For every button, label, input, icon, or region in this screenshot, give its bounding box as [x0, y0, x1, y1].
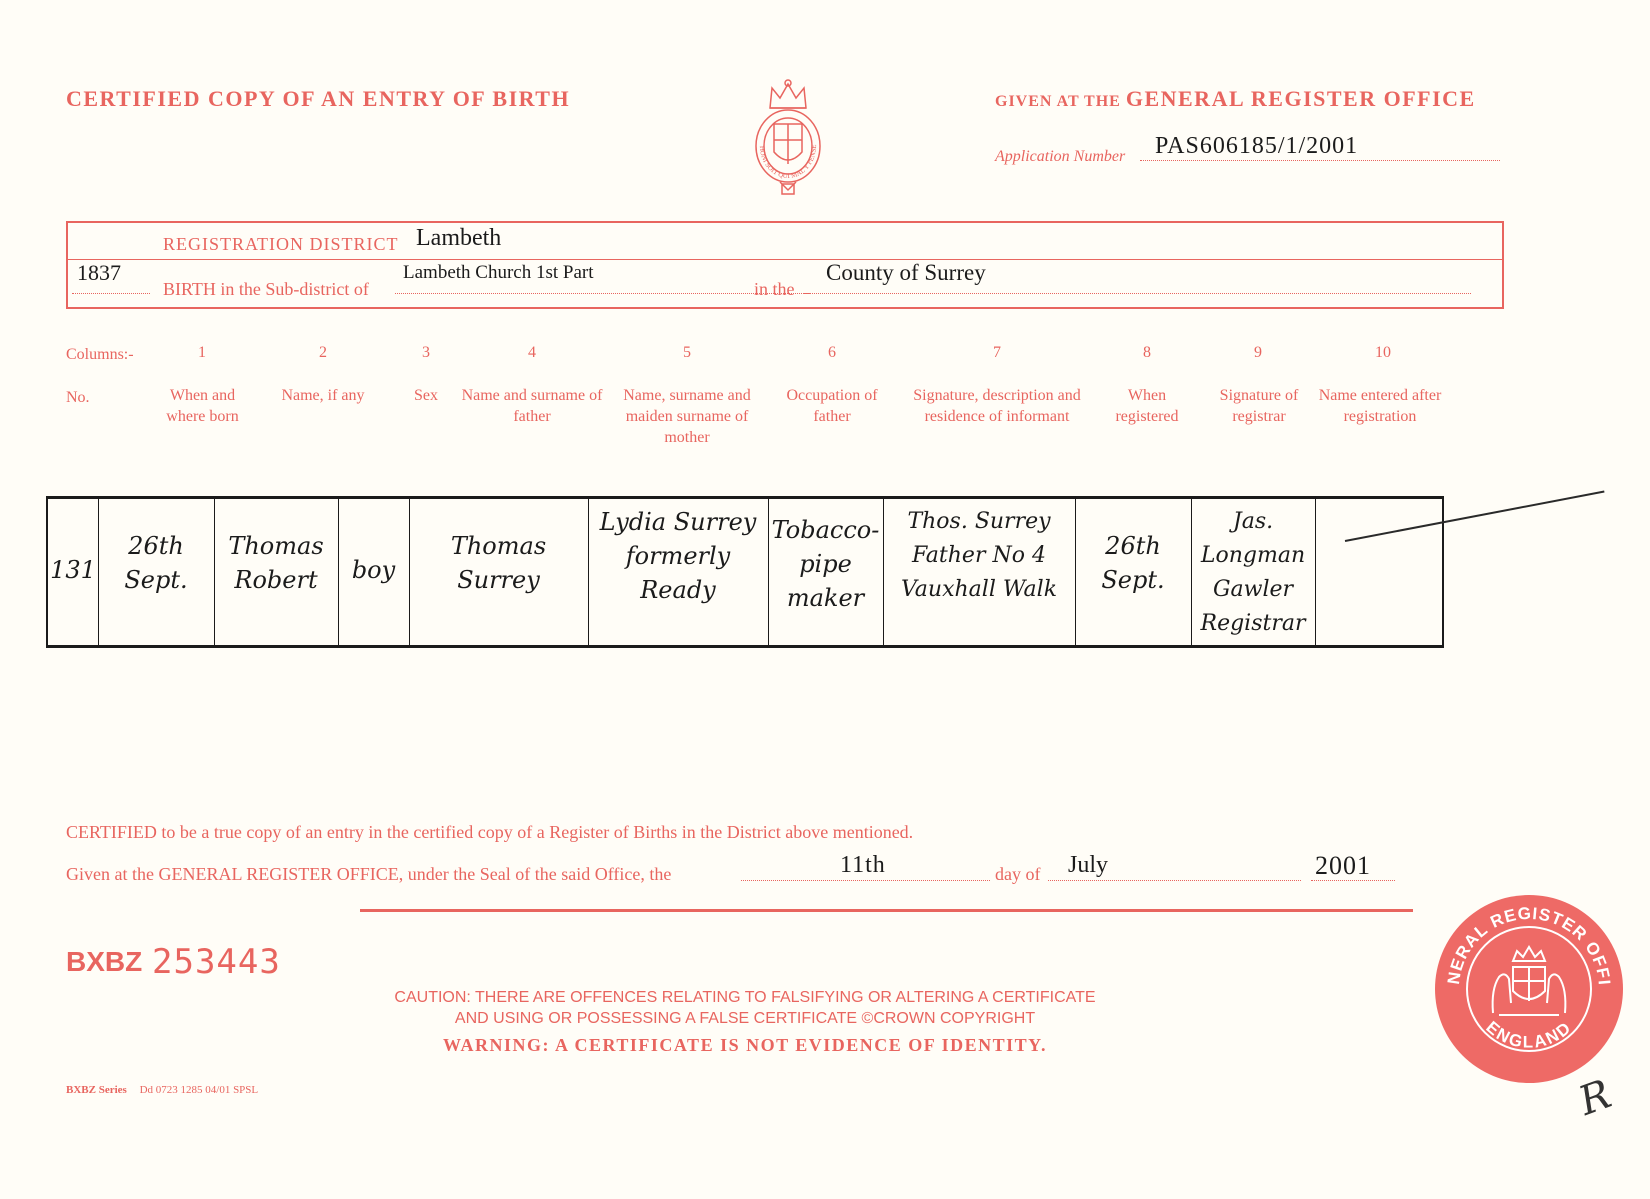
crest-motto: HONI SOIT QUI MAL Y PENSE — [757, 144, 819, 181]
identity-warning: WARNING: A CERTIFICATE IS NOT EVIDENCE OF IDENTITY. — [443, 1035, 1047, 1055]
registration-box — [66, 221, 1504, 309]
serial-prefix: BXBZ — [66, 946, 143, 977]
certification-month: July — [1068, 852, 1109, 878]
column-number: 6 — [828, 344, 836, 361]
column-divider — [588, 499, 589, 645]
given-at-header — [995, 86, 1476, 112]
no-column-label: No. — [66, 389, 90, 406]
column-divider — [1191, 499, 1192, 645]
general-register-office-seal-icon — [1433, 893, 1625, 1090]
caution-line: CAUTION: THERE ARE OFFENCES RELATING TO FALSIFYING OR ALTERING A CERTIFICATE — [394, 989, 1096, 1006]
column-number: 8 — [1143, 344, 1151, 361]
column-number: 4 — [528, 344, 536, 361]
registration-divider — [68, 259, 1502, 260]
column-divider — [1315, 499, 1316, 645]
column-number: 3 — [422, 344, 430, 361]
column-heading: Signature of registrar — [1219, 387, 1299, 425]
certification-year: 2001 — [1315, 851, 1371, 880]
certification-day: 11th — [840, 852, 886, 878]
office-name: GENERAL REGISTER OFFICE — [1125, 86, 1476, 111]
entry-occupation: Tobacco-pipe maker — [771, 516, 880, 612]
county: County of Surrey — [826, 260, 986, 285]
entry-no: 131 — [50, 556, 96, 584]
column-number: 2 — [319, 344, 327, 361]
seal-text-top: NERAL REGISTER OFFI — [1443, 903, 1614, 987]
seal-text-bottom: ENGLAND — [1482, 1017, 1576, 1052]
column-heading: Name entered after registration — [1318, 387, 1442, 425]
given-at-statement: Given at the GENERAL REGISTER OFFICE, under the Seal of the said Office, the — [66, 864, 672, 884]
column-heading: Name, surname and maiden surname of mother — [623, 387, 751, 446]
registration-district: Lambeth — [416, 225, 502, 251]
register-entry-row — [46, 496, 1444, 648]
column-number: 1 — [198, 344, 206, 361]
footer-series: BXBZ Series — [66, 1084, 127, 1096]
entry-registrar: Jas. Longman Gawler Registrar — [1200, 509, 1306, 636]
registration-district-label: REGISTRATION DISTRICT — [163, 234, 399, 254]
year-line — [72, 281, 150, 294]
column-divider — [1075, 499, 1076, 645]
sub-district-label: BIRTH in the Sub-district of — [163, 279, 369, 299]
registration-year: 1837 — [77, 260, 121, 285]
entry-father: Thomas Surrey — [450, 532, 547, 594]
entry-sex: boy — [351, 556, 396, 584]
form-footer-code — [66, 1084, 258, 1096]
column-divider — [409, 499, 410, 645]
column-divider — [883, 499, 884, 645]
column-divider — [768, 499, 769, 645]
column-heading: Sex — [414, 387, 438, 404]
entry-when-born: 26th Sept. — [124, 532, 188, 594]
column-heading: Name, if any — [281, 387, 365, 404]
column-heading: Signature, description and residence of informant — [913, 387, 1081, 425]
separator-rule — [360, 909, 1413, 912]
caution-notice — [360, 987, 1130, 1029]
column-heading: When and where born — [166, 387, 239, 425]
entry-name: Thomas Robert — [228, 532, 324, 594]
column-heading: Name and surname of father — [461, 387, 603, 425]
certification-statement: CERTIFIED to be a true copy of an entry in the certified copy of a Register of Births in the District above mentioned. — [66, 822, 914, 842]
application-number: PAS606185/1/2001 — [1155, 133, 1359, 159]
day-of-label: day of — [995, 864, 1041, 884]
caution-line: AND USING OR POSSESSING A FALSE CERTIFICATE ©CROWN COPYRIGHT — [454, 1010, 1036, 1027]
royal-crest-icon — [748, 78, 828, 203]
column-number: 7 — [993, 344, 1001, 361]
entry-when-registered: 26th Sept. — [1101, 532, 1165, 594]
column-divider — [98, 499, 99, 645]
column-heading: Occupation of father — [786, 387, 878, 425]
column-divider — [214, 499, 215, 645]
column-number: 5 — [683, 344, 691, 361]
entry-informant: Thos. Surrey Father No 4 Vauxhall Walk — [900, 509, 1058, 602]
column-heading: When registered — [1115, 387, 1179, 425]
serial-number: 253443 — [152, 942, 281, 982]
entry-mother: Lydia Surrey formerly Ready — [599, 508, 757, 604]
footer-code: Dd 0723 1285 04/01 SPSL — [139, 1084, 259, 1096]
column-divider — [338, 499, 339, 645]
given-at-label: GIVEN AT THE — [995, 93, 1121, 110]
columns-label: Columns:- — [66, 346, 134, 363]
in-the-label: in the — [754, 279, 795, 299]
certificate-title: CERTIFIED COPY OF AN ENTRY OF BIRTH — [66, 86, 571, 111]
application-number-label: Application Number — [995, 148, 1126, 165]
column-number: 9 — [1254, 344, 1262, 361]
handwritten-initial: R — [1573, 1071, 1618, 1125]
sub-district: Lambeth Church 1st Part — [403, 262, 594, 283]
column-number: 10 — [1375, 344, 1391, 361]
